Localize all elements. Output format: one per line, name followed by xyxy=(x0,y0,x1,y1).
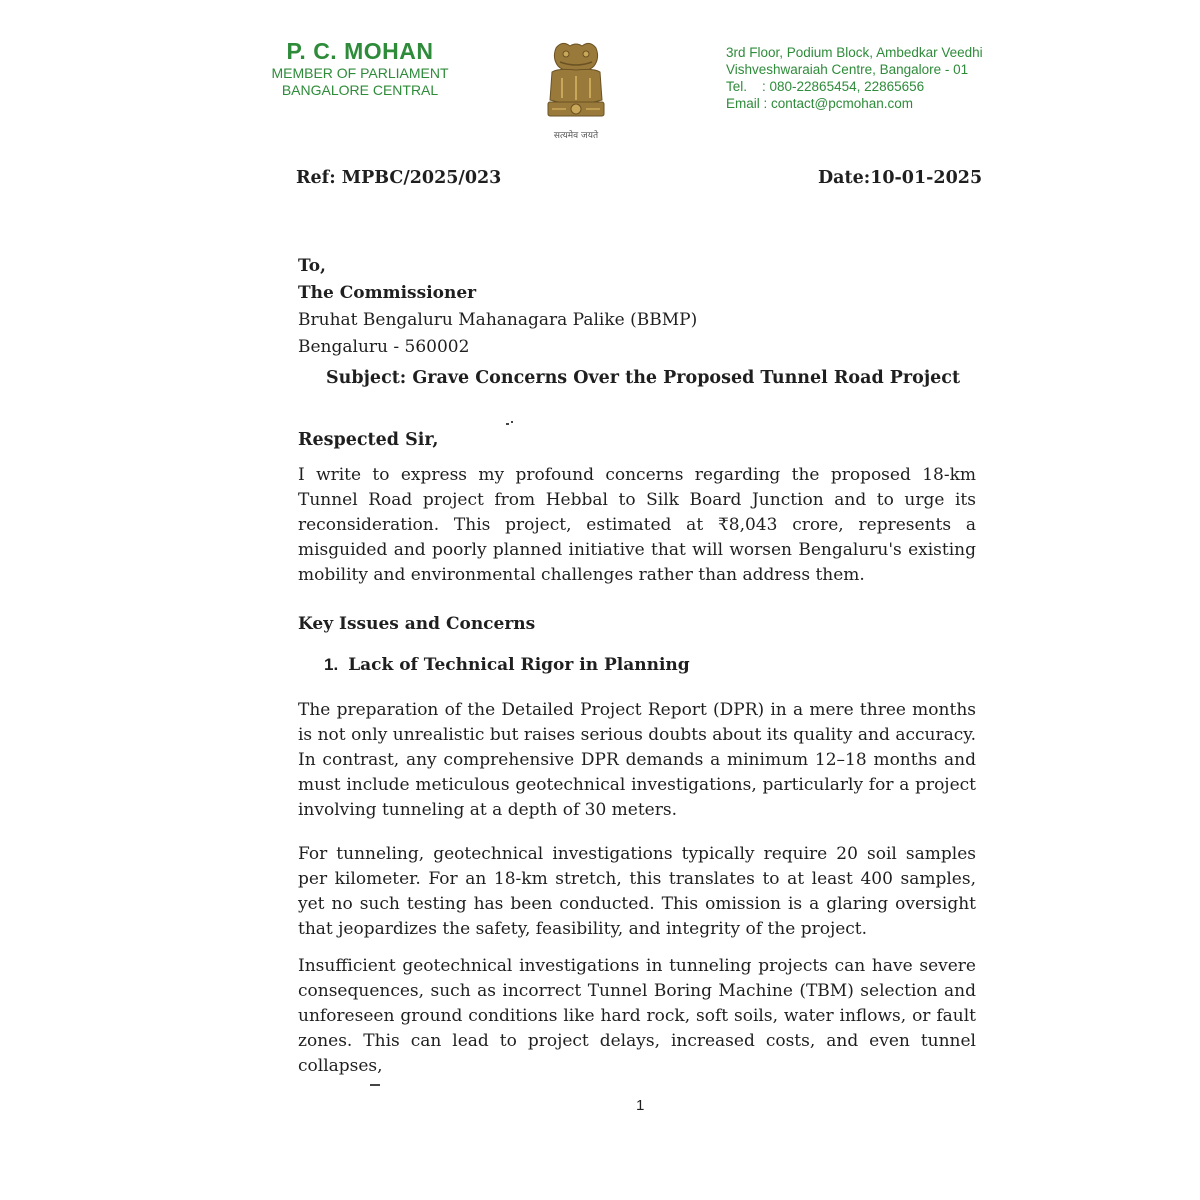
page-number: 1 xyxy=(636,1097,645,1114)
intro-paragraph: I write to express my profound concerns regarding the proposed 18-km Tunnel Road project from Hebbal to Silk Board Junction and to urge its reconsideration. This project, estimated at ₹8,043 crore, represents a misguided and poorly planned initiative that will worsen Bengaluru's existing mobility and environmental challenges rather than address them. xyxy=(298,465,976,585)
recipient-city: Bengaluru - 560002 xyxy=(298,337,470,357)
subject-line: Subject: Grave Concerns Over the Proposed Tunnel Road Project xyxy=(326,368,961,388)
reference-number: Ref: MPBC/2025/023 xyxy=(296,168,502,188)
issue-1-heading xyxy=(324,655,690,675)
letterhead-sender xyxy=(240,38,480,99)
salutation: Respected Sir, xyxy=(298,430,439,450)
sender-constituency: BANGALORE CENTRAL xyxy=(281,82,439,98)
scan-speck xyxy=(506,423,509,425)
address-line: Vishveshwaraiah Centre, Bangalore - 01 xyxy=(726,62,969,77)
letter-date: Date:10-01-2025 xyxy=(818,168,983,188)
issue-title: Lack of Technical Rigor in Planning xyxy=(348,655,690,675)
scan-speck xyxy=(370,1084,380,1086)
consequences-paragraph: Insufficient geotechnical investigations in tunneling projects can have severe consequences, such as incorrect Tunnel Boring Machine (TBM) selection and unforeseen ground conditions like hard rock, soft soils, water inflows, or fault zones. This can lead to project delays, increased costs, and even tunnel collapses, xyxy=(298,956,976,1076)
to-line: To, xyxy=(298,256,326,276)
recipient-address xyxy=(298,253,697,361)
recipient-org: Bruhat Bengaluru Mahanagara Palike (BBMP) xyxy=(298,310,698,330)
issue-number: 1. xyxy=(324,655,339,674)
letterhead-address xyxy=(726,44,983,112)
address-line: 3rd Floor, Podium Block, Ambedkar Veedhi xyxy=(726,45,983,60)
soil-paragraph: For tunneling, geotechnical investigations typically require 20 soil samples per kilometer. For an 18-km stretch, this translates to at least 400 samples, yet no such testing has been conducted. This omission is a glaring oversight that jeopardizes the safety, feasibility, and integrity of the project. xyxy=(298,844,976,939)
email-line: Email : contact@pcmohan.com xyxy=(726,96,914,111)
national-emblem-icon xyxy=(538,38,614,148)
sender-name: P. C. MOHAN xyxy=(286,38,434,64)
emblem-motto: सत्यमेव जयते xyxy=(553,131,599,141)
recipient-title: The Commissioner xyxy=(298,283,477,303)
sender-designation: MEMBER OF PARLIAMENT xyxy=(271,65,449,81)
phone-line: Tel. : 080-22865454, 22865656 xyxy=(726,79,925,94)
section-heading: Key Issues and Concerns xyxy=(298,614,536,634)
scan-speck xyxy=(511,421,513,423)
dpr-paragraph: The preparation of the Detailed Project Report (DPR) in a mere three months is not only unrealistic but raises serious doubts about its quality and accuracy. In contrast, any comprehensive DPR demands a minimum 12–18 months and must include meticulous geotechnical investigations, particularly for a project involving tunneling at a depth of 30 meters. xyxy=(298,700,976,820)
